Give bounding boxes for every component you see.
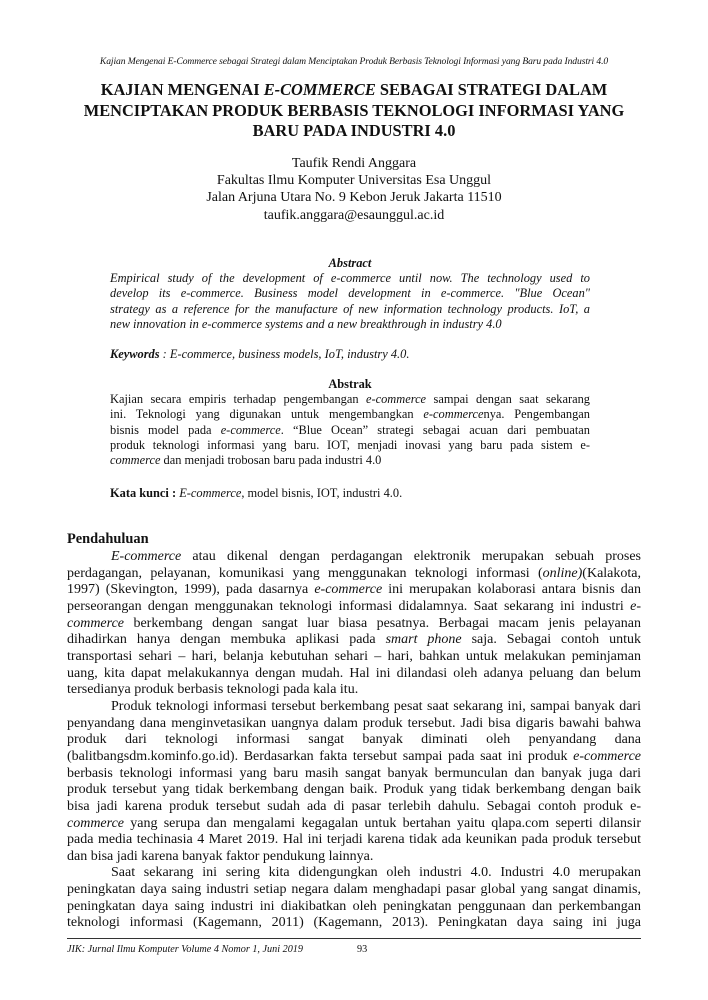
body-line: transportasi sehari – hari, belanja kebutuhan sehari – hari, bahkan untuk melakukan peminjaman xyxy=(67,648,641,664)
author-address: Jalan Arjuna Utara No. 9 Kebon Jeruk Jakarta 11510 xyxy=(206,190,502,206)
title-line-1: KAJIAN MENGENAI E-COMMERCE SEBAGAI STRATEGI DALAM xyxy=(100,80,608,99)
title-line-2: MENCIPTAKAN PRODUK BERBASIS TEKNOLOGI INFORMASI YANG xyxy=(83,100,625,120)
body-line: perdagangan, pelayanan, komunikasi yang menggunakan teknologi informasi (online)(Kalakota, xyxy=(67,565,641,581)
body-text xyxy=(67,549,641,932)
keywords-id xyxy=(110,486,590,501)
body-line: Produk teknologi informasi tersebut berkembang pesat saat sekarang ini, sampai banyak dari xyxy=(111,698,641,714)
abstract-id-body xyxy=(110,392,590,468)
keywords-en xyxy=(110,347,590,362)
paper-title xyxy=(60,80,648,142)
section-heading: Pendahuluan xyxy=(67,531,149,547)
body-line: commerce yang serupa dan mengalami kegagalan untuk bertahan yaitu qlapa.com seperti dilansir xyxy=(67,815,641,831)
body-line: peningkatan daya saing industri ini diakibatkan oleh peningkatan penggunaan dan perkembangan xyxy=(67,898,641,914)
body-line: perseorangan dengan menggunakan teknologi informasi didalamnya. Saat sekarang ini industri e- xyxy=(67,598,641,614)
keywords-id-label: Kata kunci : xyxy=(110,486,177,500)
body-line: bisa jadi karena produk tersebut sudah ada di pasar terlebih dahulu. Sebagai contoh produk e- xyxy=(67,798,641,814)
body-line: Saat sekarang ini sering kita didengungkan oleh industri 4.0. Industri 4.0 merupakan xyxy=(111,865,641,881)
page-footer xyxy=(67,944,368,955)
author-email: taufik.anggara@esaunggul.ac.id xyxy=(263,207,445,223)
author-affiliation: Fakultas Ilmu Komputer Universitas Esa Unggul xyxy=(216,173,492,189)
body-line: produk tersebut yang tidak berkembang dengan baik. Produk yang tidak berkembang dengan baik xyxy=(67,782,641,798)
abstract-en-line: strategy as a reference for the manufacture of new information technology products. IoT, a xyxy=(110,301,590,316)
footer-divider xyxy=(67,938,641,939)
abstract-id-line: bisnis model pada e-commerce. “Blue Ocean” strategi sebagai acuan dari pembuatan xyxy=(110,422,590,437)
abstract-en xyxy=(110,256,590,332)
body-line: peningkatan daya saing industri setiap negara dalam menghadapi pasar global yang sangat dinamis, xyxy=(67,882,641,898)
body-line: pada media techinasia 4 Maret 2019. Hal ini terjadi karena tidak ada keunikan pada produk tersebut xyxy=(67,832,641,848)
keywords-id-text: , model bisnis, IOT, industri 4.0. xyxy=(241,486,403,500)
abstract-id-line: produk teknologi informasi yang baru. IOT, menjadi inovasi yang baru pada sistem e- xyxy=(110,437,590,452)
abstract-en-line: Empirical study of the development of e-commerce until now. The technology used to xyxy=(110,271,590,286)
author-name: Taufik Rendi Anggara xyxy=(291,156,417,171)
abstract-en-line: new innovation in e-commerce systems and a new breakthrough in industry 4.0 xyxy=(110,316,502,331)
body-line: E-commerce atau dikenal dengan perdagangan elektronik merupakan sebuah proses xyxy=(111,549,641,564)
body-line: dan bisa jadi karena banyak faktor pendukung lainnya. xyxy=(67,848,374,864)
body-line: 1997) (Skevington, 1999), pada dasarnya e-commerce ini merupakan kolaborasi antara bisnis dan xyxy=(67,582,642,598)
abstract-id-line: commerce dan menjadi trobosan baru pada industri 4.0 xyxy=(110,453,382,468)
abstract-en-line: develop its e-commerce. Business model development in e-commerce. "Blue Ocean" xyxy=(110,286,590,301)
abstract-id xyxy=(110,377,590,468)
body-line: penyandang dana menginvetasikan uangnya dalam produk tersebut. Jadi bisa digaris bawahi bahwa xyxy=(67,715,641,731)
abstract-en-body xyxy=(110,271,590,332)
body-line: (balitbangsdm.kominfo.go.id). Berdasarkan fakta tersebut sampai pada saat ini produk e-commerce xyxy=(67,748,641,764)
keywords-en-text: : E-commerce, business models, IoT, industry 4.0. xyxy=(159,347,410,361)
abstract-en-heading: Abstract xyxy=(328,256,372,270)
page-number: 93 xyxy=(357,944,368,955)
body-line: tersedianya produk berbasis teknologi pada kala itu. xyxy=(67,682,359,698)
footer-journal: JIK: Jurnal Ilmu Komputer Volume 4 Nomor 1, Juni 2019 xyxy=(67,944,303,955)
body-line: uang, kita dapat melakukannya dengan mudah. Hal ini dilandasi oleh adanya peluang dan belum xyxy=(67,665,641,681)
keywords-en-label: Keywords xyxy=(110,347,160,361)
body-line: produk dari teknologi informasi sangat banyak diminati oleh penyandang dana xyxy=(67,732,641,748)
body-line: dihadirkan hanya dengan membuka aplikasi pada smart phone saja. Sebagai contoh untuk xyxy=(67,632,641,648)
author-block xyxy=(0,155,708,224)
keywords-id-term: E-commerce xyxy=(176,486,242,500)
running-head: Kajian Mengenai E-Commerce sebagai Strategi dalam Menciptakan Produk Berbasis Teknologi Informasi yang Baru pada Industri 4.0 xyxy=(99,56,609,67)
body-line: commerce berkembang dengan sangat luar biasa pesatnya. Berbagai macam jenis pelayanan xyxy=(67,615,641,631)
abstract-id-line: Kajian secara empiris terhadap pengembangan e-commerce sampai dengan saat sekarang xyxy=(110,392,590,407)
abstract-id-heading: Abstrak xyxy=(328,377,372,391)
abstract-id-line: ini. Teknologi yang digunakan untuk mengembangkan e-commercenya. Pengembangan xyxy=(110,407,590,422)
body-line: teknologi informasi (Kagemann, 2011) (Kagemann, 2013). Peningkatan daya saing ini juga xyxy=(67,915,641,931)
body-line: berbasis teknologi informasi yang baru masih sangat banyak bermunculan dan banyak juga dari xyxy=(67,765,641,781)
title-line-3: BARU PADA INDUSTRI 4.0 xyxy=(252,121,456,140)
